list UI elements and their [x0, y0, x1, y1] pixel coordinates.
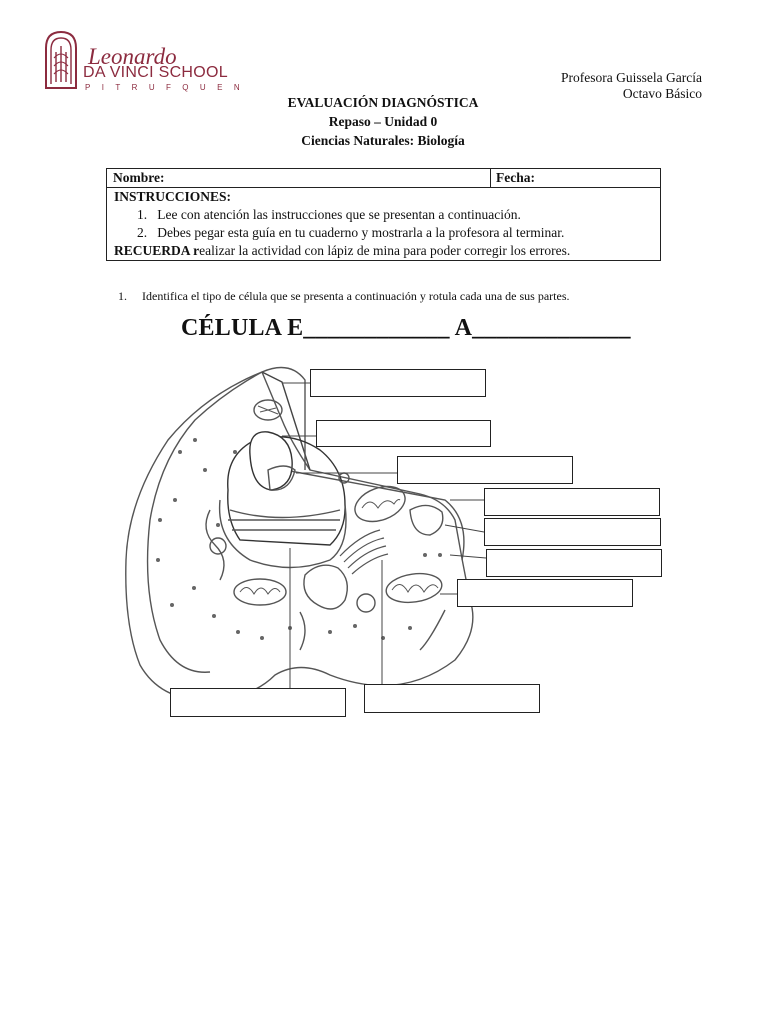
label-box-5[interactable]: [484, 518, 661, 546]
logo-city: PITRUFQUEN: [85, 83, 251, 92]
page-subtitle: Repaso – Unidad 0: [328, 114, 438, 129]
vacuole: [304, 565, 347, 609]
subject-title: Ciencias Naturales: Biología: [301, 133, 465, 148]
reminder-bold: RECUERDA r: [114, 243, 200, 258]
label-box-7[interactable]: [457, 579, 633, 607]
label-box-8[interactable]: [170, 688, 346, 717]
cell-type-title: CÉLULA E____________ A_____________: [181, 315, 631, 341]
label-box-4[interactable]: [484, 488, 660, 516]
label-box-1[interactable]: [310, 369, 486, 397]
question-text: Identifica el tipo de célula que se presenta a continuación y rotula cada una de sus partes.: [142, 289, 570, 303]
teacher-name: Profesora Guissela García: [561, 70, 702, 85]
reminder-text: ealizar la actividad con lápiz de mina para poder corregir los errores.: [199, 243, 571, 258]
instruction-number: 1.: [137, 207, 148, 222]
instruction-text: Debes pegar esta guía en tu cuaderno y mostrarla a la profesora al terminar.: [157, 225, 565, 240]
label-box-9[interactable]: [364, 684, 540, 713]
grade-level: Octavo Básico: [622, 86, 702, 101]
instructions-title: INSTRUCCIONES:: [114, 189, 232, 204]
label-box-3[interactable]: [397, 456, 573, 484]
instruction-text: Lee con atención las instrucciones que se presentan a continuación.: [157, 207, 521, 222]
lysosome: [410, 505, 443, 535]
nucleolus: [250, 432, 292, 490]
date-label: Fecha:: [496, 170, 535, 185]
mitochondrion: [350, 480, 410, 528]
logo-script-text: Leonardo: [88, 44, 177, 69]
label-box-2[interactable]: [316, 420, 491, 447]
name-label: Nombre:: [113, 170, 165, 185]
page-title: EVALUACIÓN DIAGNÓSTICA: [287, 95, 479, 110]
mitochondrion: [234, 579, 286, 605]
label-box-6[interactable]: [486, 549, 662, 577]
instruction-number: 2.: [137, 225, 148, 240]
logo-school-name: DA VINCI SCHOOL: [83, 64, 228, 81]
question-number: 1.: [118, 289, 127, 303]
golgi-apparatus: [340, 530, 388, 574]
